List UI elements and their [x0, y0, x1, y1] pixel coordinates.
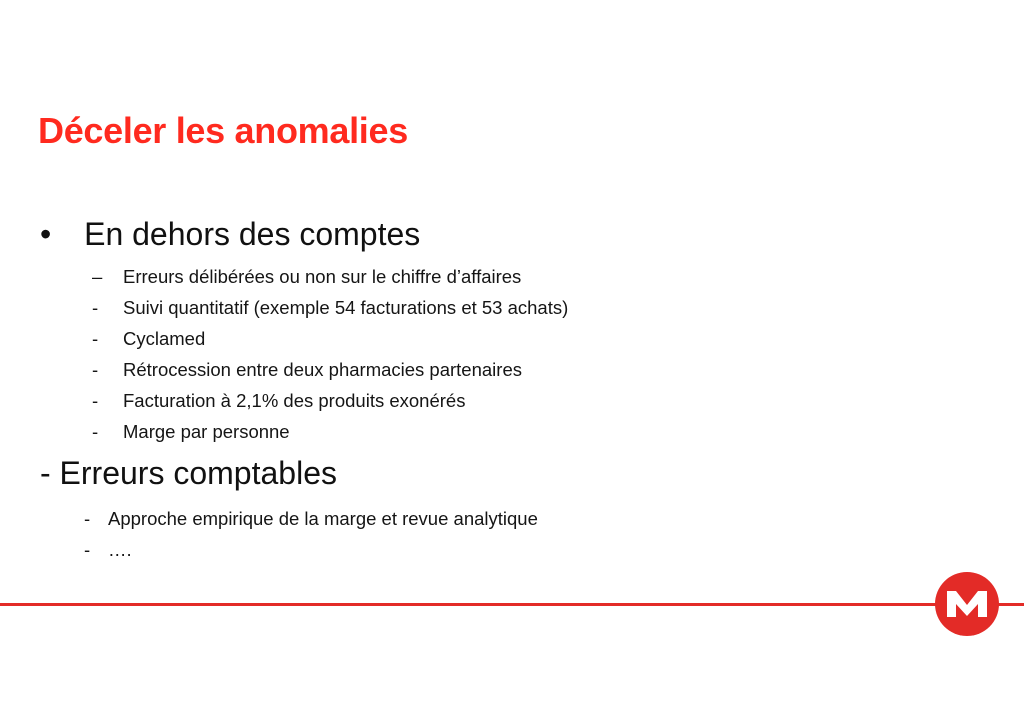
section1-bullet: • [40, 216, 52, 252]
slide-title: Déceler les anomalies [38, 110, 408, 151]
list-item-marker: - [92, 421, 99, 442]
list-item-marker: - [92, 359, 99, 380]
footer-rule [0, 603, 1024, 606]
list-item-text: Rétrocession entre deux pharmacies partenaires [123, 359, 522, 380]
list-item-text: Marge par personne [123, 421, 290, 442]
list-item-text: Approche empirique de la marge et revue analytique [108, 508, 538, 529]
list-item-text: …. [108, 539, 132, 560]
m-logo-icon [934, 571, 1000, 637]
list-item-text: Erreurs délibérées ou non sur le chiffre d’affaires [123, 266, 522, 287]
list-item-text: Cyclamed [123, 328, 206, 349]
list-item-marker: - [84, 508, 91, 529]
list-item-text: Suivi quantitatif (exemple 54 facturations et 53 achats) [123, 297, 569, 318]
list-item-marker: - [92, 328, 99, 349]
list-item-marker: - [92, 297, 99, 318]
list-item-marker: - [84, 539, 91, 560]
list-item-marker: - [92, 390, 99, 411]
section2-heading: - Erreurs comptables [40, 455, 337, 491]
list-item-text: Facturation à 2,1% des produits exonérés [123, 390, 466, 411]
section1-heading: En dehors des comptes [84, 216, 421, 252]
section1-heading-row [40, 216, 420, 253]
list-item-marker: – [92, 266, 103, 287]
